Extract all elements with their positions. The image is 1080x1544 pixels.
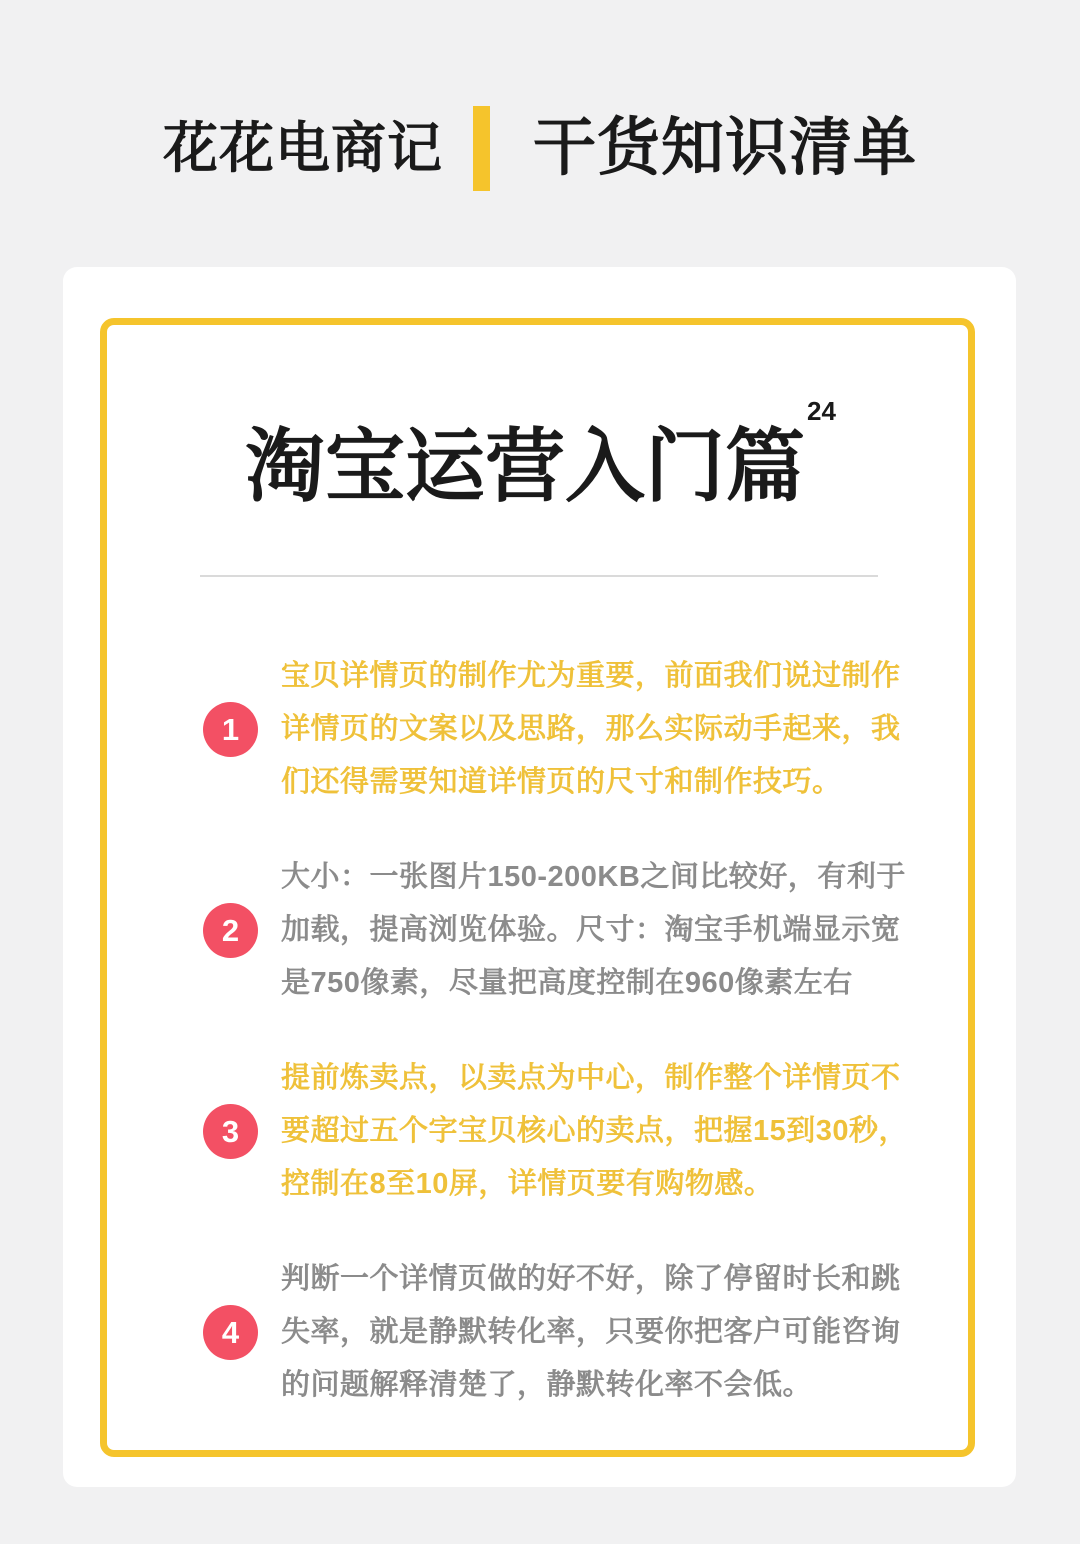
card-title-text: 淘宝运营入门篇 [245,422,806,511]
vertical-divider-bar [473,106,490,191]
list-item [203,650,963,809]
item-text-line: 是750像素，尽量把高度控制在960像素左右 [281,967,853,999]
series-title: 干货知识清单 [533,112,917,183]
item-text-line: 失率，就是静默转化率，只要你把客户可能咨询 [281,1316,901,1348]
tips-list [203,650,963,1454]
card-title [63,396,1016,515]
item-text-line: 判断一个详情页做的好不好，除了停留时长和跳 [281,1263,901,1295]
list-item [203,1253,963,1412]
list-item [203,851,963,1010]
item-number-badge: 4 [203,1305,258,1360]
item-text-line: 加载，提高浏览体验。尺寸：淘宝手机端显示宽 [281,914,901,946]
header [0,98,1080,198]
item-text [281,1052,908,1211]
item-text-line: 提前炼卖点，以卖点为中心，制作整个详情页不 [281,1062,901,1094]
list-item [203,1052,963,1211]
item-text [281,851,906,1010]
content-card [63,267,1016,1487]
item-text-line: 详情页的文案以及思路，那么实际动手起来，我 [281,713,901,745]
item-text-line: 要超过五个字宝贝核心的卖点，把握15到30秒， [281,1115,909,1147]
brand-title: 花花电商记 [162,116,443,179]
item-text-line: 的问题解释清楚了，静默转化率不会低。 [281,1369,813,1401]
item-number-badge: 3 [203,1104,258,1159]
item-text-line: 大小：一张图片150-200KB之间比较好，有利于 [281,861,906,893]
item-number-badge: 2 [203,903,258,958]
item-text-line: 控制在8至10屏，详情页要有购物感。 [281,1168,774,1200]
item-text [281,650,901,809]
item-text-line: 宝贝详情页的制作尤为重要，前面我们说过制作 [281,660,901,692]
title-superscript: 24 [807,396,836,427]
item-text [281,1253,901,1412]
item-number-badge: 1 [203,702,258,757]
item-text-line: 们还得需要知道详情页的尺寸和制作技巧。 [281,766,842,798]
title-divider-line [200,575,878,577]
